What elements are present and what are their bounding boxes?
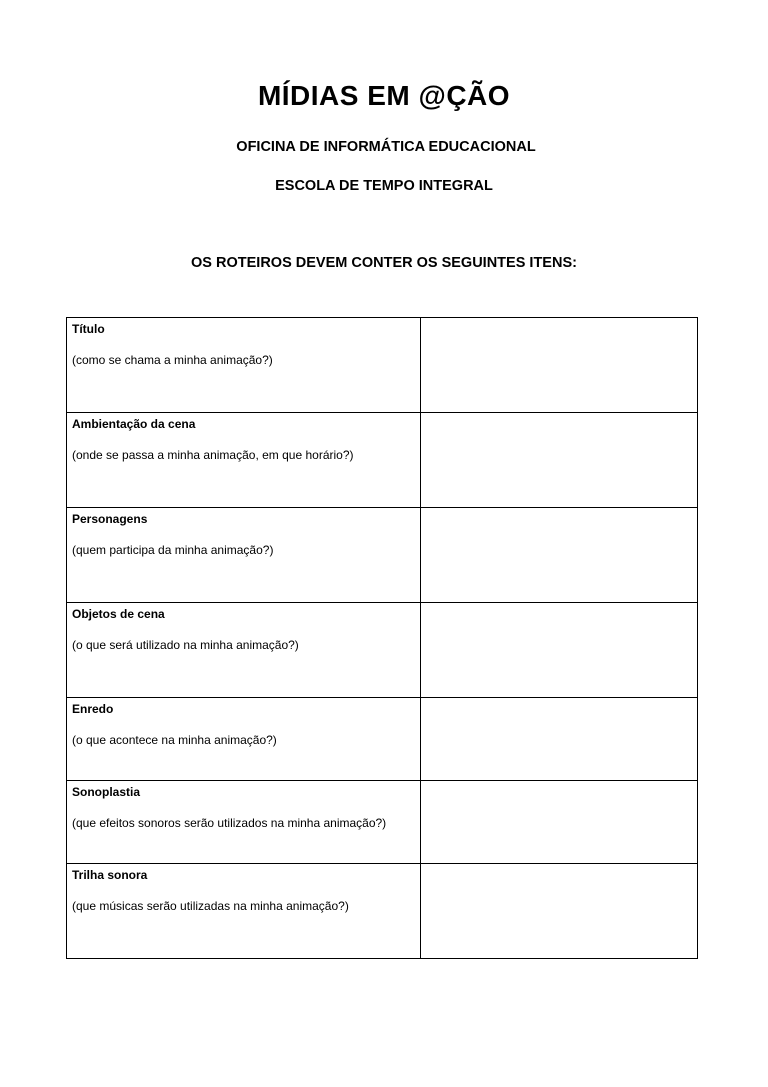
item-hint: (que músicas serão utilizadas na minha animação?) — [72, 899, 349, 913]
answer-cell[interactable] — [421, 413, 698, 508]
script-items-table — [66, 317, 698, 959]
item-label: Personagens — [72, 512, 148, 526]
item-hint: (o que será utilizado na minha animação?) — [72, 638, 299, 652]
table-row — [67, 508, 698, 603]
item-description-cell — [67, 318, 421, 413]
answer-cell[interactable] — [421, 698, 698, 781]
item-description-cell — [67, 603, 421, 698]
item-hint: (onde se passa a minha animação, em que horário?) — [72, 448, 354, 462]
instruction-heading: OS ROTEIROS DEVEM CONTER OS SEGUINTES ITENS: — [191, 255, 577, 271]
workshop-name: OFICINA DE INFORMÁTICA EDUCACIONAL — [236, 139, 536, 155]
item-label: Enredo — [72, 702, 114, 716]
table-row — [67, 698, 698, 781]
table-row — [67, 781, 698, 864]
school-name: ESCOLA DE TEMPO INTEGRAL — [275, 178, 493, 194]
item-hint: (quem participa da minha animação?) — [72, 543, 274, 557]
item-label: Título — [72, 322, 105, 336]
table-row — [67, 318, 698, 413]
table-row — [67, 603, 698, 698]
answer-cell[interactable] — [421, 508, 698, 603]
item-hint: (o que acontece na minha animação?) — [72, 733, 277, 747]
document-title: MÍDIAS EM @ÇÃO — [257, 80, 511, 111]
item-label: Sonoplastia — [72, 785, 141, 799]
item-description-cell — [67, 698, 421, 781]
answer-cell[interactable] — [421, 603, 698, 698]
item-label: Trilha sonora — [72, 868, 148, 882]
item-description-cell — [67, 781, 421, 864]
item-label: Ambientação da cena — [72, 417, 196, 431]
table-row — [67, 864, 698, 959]
item-description-cell — [67, 508, 421, 603]
answer-cell[interactable] — [421, 864, 698, 959]
answer-cell[interactable] — [421, 781, 698, 864]
item-description-cell — [67, 864, 421, 959]
item-description-cell — [67, 413, 421, 508]
item-hint: (como se chama a minha animação?) — [72, 353, 273, 367]
answer-cell[interactable] — [421, 318, 698, 413]
table-row — [67, 413, 698, 508]
item-label: Objetos de cena — [72, 607, 165, 621]
item-hint: (que efeitos sonoros serão utilizados na minha animação?) — [72, 816, 387, 830]
